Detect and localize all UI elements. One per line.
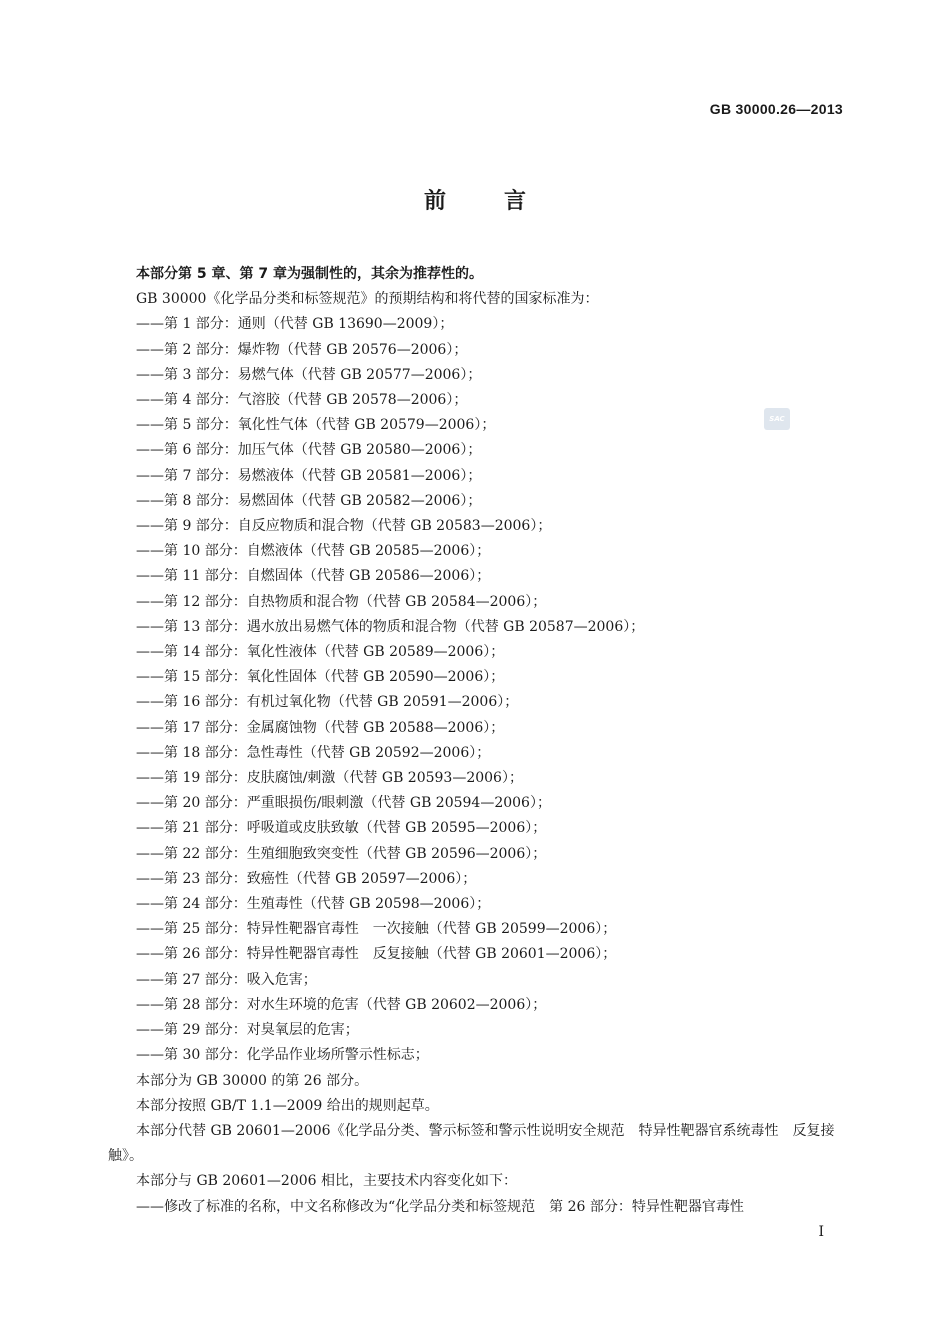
list-item: ——第 4 部分：气溶胶（代替 GB 20578—2006）； [136, 392, 468, 409]
page-number: I [818, 1224, 824, 1240]
drafting-statement: 本部分按照 GB/T 1.1—2009 给出的规则起草。 [136, 1097, 439, 1114]
list-item: ——第 23 部分：致癌性（代替 GB 20597—2006）； [136, 870, 477, 887]
sac-watermark-logo: SAC [764, 408, 790, 430]
list-item: ——第 17 部分：金属腐蚀物（代替 GB 20588—2006）； [136, 719, 505, 736]
list-item: ——第 7 部分：易燃液体（代替 GB 20581—2006）； [136, 467, 482, 484]
list-item: ——第 29 部分：对臭氧层的危害； [136, 1022, 359, 1039]
page-title: 前言 [423, 189, 584, 214]
list-item: ——第 11 部分：自燃固体（代替 GB 20586—2006）； [136, 568, 491, 585]
replaces-statement: 本部分代替 GB 20601—2006《化学品分类、警示标签和警示性说明安全规范 特异性靶器官系统毒性 反复接触》。 [108, 1122, 835, 1165]
list-item: ——第 30 部分：化学品作业场所警示性标志； [136, 1047, 429, 1064]
mandatory-statement: 本部分第 5 章、第 7 章为强制性的，其余为推荐性的。 [136, 266, 483, 282]
list-item: ——第 24 部分：生殖毒性（代替 GB 20598—2006）； [136, 896, 491, 913]
list-item: ——第 6 部分：加压气体（代替 GB 20580—2006）； [136, 442, 482, 459]
list-item: ——第 26 部分：特异性靶器官毒性 反复接触（代替 GB 20601—2006）； [136, 946, 617, 963]
list-item: ——第 15 部分：氧化性固体（代替 GB 20590—2006）； [136, 669, 505, 686]
parts-list [108, 312, 844, 1068]
list-item: ——第 25 部分：特异性靶器官毒性 一次接触（代替 GB 20599—2006）； [136, 921, 617, 938]
change-item: ——修改了标准的名称，中文名称修改为“化学品分类和标签规范 第 26 部分：特异性靶器官毒性 [136, 1198, 744, 1215]
part-of-statement: 本部分为 GB 30000 的第 26 部分。 [136, 1072, 369, 1089]
list-item: ——第 10 部分：自燃液体（代替 GB 20585—2006）； [136, 543, 491, 560]
list-item: ——第 18 部分：急性毒性（代替 GB 20592—2006）； [136, 744, 491, 761]
list-item: ——第 20 部分：严重眼损伤/眼刺激（代替 GB 20594—2006）； [136, 795, 551, 812]
list-item: ——第 27 部分：吸入危害； [136, 971, 317, 988]
list-item: ——第 9 部分：自反应物质和混合物（代替 GB 20583—2006）； [136, 518, 552, 535]
list-item: ——第 13 部分：遇水放出易燃气体的物质和混合物（代替 GB 20587—2006）； [136, 618, 645, 635]
list-item: ——第 5 部分：氧化性气体（代替 GB 20579—2006）； [136, 417, 496, 434]
structure-intro: GB 30000《化学品分类和标签规范》的预期结构和将代替的国家标准为： [136, 291, 599, 308]
list-item: ——第 16 部分：有机过氧化物（代替 GB 20591—2006）； [136, 694, 519, 711]
list-item: ——第 28 部分：对水生环境的危害（代替 GB 20602—2006）； [136, 996, 547, 1013]
list-item: ——第 21 部分：呼吸道或皮肤致敏（代替 GB 20595—2006）； [136, 820, 547, 837]
standard-code: GB 30000.26—2013 [709, 101, 843, 117]
list-item: ——第 2 部分：爆炸物（代替 GB 20576—2006）； [136, 341, 468, 358]
foreword-body [108, 262, 844, 1220]
list-item: ——第 12 部分：自热物质和混合物（代替 GB 20584—2006）； [136, 593, 547, 610]
list-item: ——第 1 部分：通则（代替 GB 13690—2009）； [136, 316, 454, 333]
list-item: ——第 14 部分：氧化性液体（代替 GB 20589—2006）； [136, 644, 505, 661]
list-item: ——第 22 部分：生殖细胞致突变性（代替 GB 20596—2006）； [136, 845, 547, 862]
comparison-intro: 本部分与 GB 20601—2006 相比，主要技术内容变化如下： [136, 1173, 517, 1190]
list-item: ——第 8 部分：易燃固体（代替 GB 20582—2006）； [136, 492, 482, 509]
list-item: ——第 3 部分：易燃气体（代替 GB 20577—2006）； [136, 366, 482, 383]
list-item: ——第 19 部分：皮肤腐蚀/刺激（代替 GB 20593—2006）； [136, 770, 523, 787]
